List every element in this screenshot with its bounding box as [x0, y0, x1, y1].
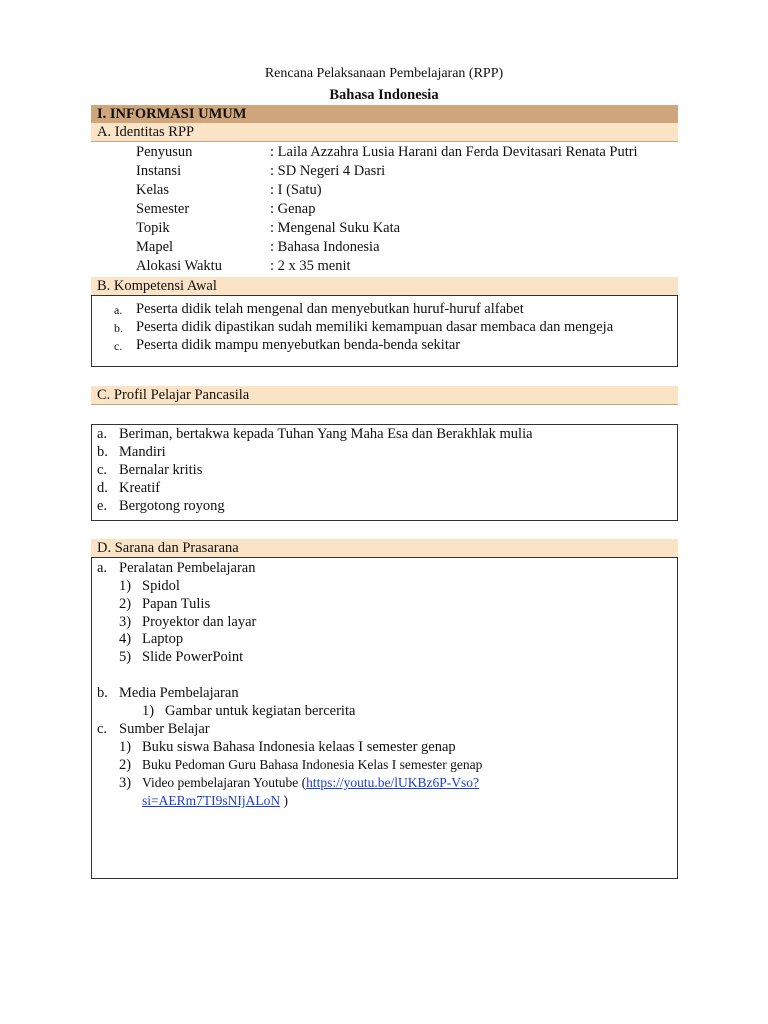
- list-item: Kreatif: [119, 480, 161, 496]
- list-marker: c.: [97, 721, 108, 737]
- list-marker: d.: [97, 480, 108, 496]
- identitas-value: : I (Satu): [270, 182, 322, 198]
- list-marker: b.: [97, 685, 108, 701]
- list-item: Proyektor dan layar: [142, 614, 257, 630]
- identitas-label: Topik: [136, 220, 170, 236]
- peralatan-title: Peralatan Pembelajaran: [119, 560, 256, 576]
- list-item: Gambar untuk kegiatan bercerita: [165, 703, 356, 719]
- youtube-link[interactable]: si=AERm7TI9sNIjALoN: [142, 793, 281, 808]
- section-informasi-umum-heading: I. INFORMASI UMUM: [91, 105, 678, 123]
- list-marker: 5): [119, 649, 132, 665]
- list-item: [142, 774, 479, 792]
- document-title: Rencana Pelaksanaan Pembelajaran (RPP): [264, 66, 504, 81]
- list-item: Beriman, bertakwa kepada Tuhan Yang Maha Esa dan Berakhlak mulia: [119, 426, 533, 442]
- list-marker: 3): [119, 614, 132, 630]
- list-marker: 2): [119, 596, 132, 612]
- list-marker: a.: [97, 426, 108, 442]
- list-marker: c.: [97, 462, 108, 478]
- list-marker: 1): [119, 578, 132, 594]
- list-item: Papan Tulis: [142, 596, 211, 612]
- identitas-value: : Laila Azzahra Lusia Harani dan Ferda Devitasari Renata Putri: [270, 144, 638, 160]
- identitas-value: : SD Negeri 4 Dasri: [270, 163, 386, 179]
- list-marker: b.: [97, 444, 108, 460]
- list-marker: 3): [119, 775, 132, 791]
- identitas-label: Kelas: [136, 182, 170, 198]
- identitas-value: : Bahasa Indonesia: [270, 239, 380, 255]
- list-item: Buku siswa Bahasa Indonesia kelaas I semester genap: [142, 739, 456, 755]
- list-marker: b.: [114, 321, 123, 335]
- identitas-label: Mapel: [136, 239, 174, 255]
- list-item: Bernalar kritis: [119, 462, 203, 478]
- identitas-value: : Genap: [270, 201, 316, 217]
- list-marker: 4): [119, 631, 132, 647]
- youtube-link[interactable]: https://youtu.be/lUKBz6P-Vso?: [306, 775, 480, 790]
- kompetensi-awal-heading: B. Kompetensi Awal: [91, 277, 678, 296]
- sumber-title: Sumber Belajar: [119, 721, 210, 737]
- identitas-value: : Mengenal Suku Kata: [270, 220, 401, 236]
- list-marker: 2): [119, 757, 132, 773]
- list-item: Buku Pedoman Guru Bahasa Indonesia Kelas I semester genap: [142, 757, 483, 772]
- list-marker: a.: [97, 560, 108, 576]
- list-marker: 1): [119, 739, 132, 755]
- list-item: Peserta didik mampu menyebutkan benda-benda sekitar: [136, 337, 461, 353]
- identitas-label: Penyusun: [136, 144, 193, 160]
- list-item: Spidol: [142, 578, 180, 594]
- document-subtitle: Bahasa Indonesia: [329, 87, 439, 103]
- identitas-value: : 2 x 35 menit: [270, 258, 351, 274]
- list-item: Peserta didik dipastikan sudah memiliki kemampuan dasar membaca dan mengeja: [136, 319, 614, 335]
- list-item-suffix: ): [280, 793, 288, 808]
- sarana-prasarana-heading: D. Sarana dan Prasarana: [91, 539, 678, 558]
- identitas-label: Alokasi Waktu: [136, 258, 222, 274]
- list-item-text: Video pembelajaran Youtube (: [142, 775, 307, 790]
- media-title: Media Pembelajaran: [119, 685, 239, 701]
- list-item: Slide PowerPoint: [142, 649, 244, 665]
- list-marker: 1): [142, 703, 155, 719]
- identitas-label: Semester: [136, 201, 190, 217]
- list-marker: a.: [114, 303, 123, 317]
- identitas-rpp-heading: A. Identitas RPP: [91, 123, 678, 142]
- list-marker: e.: [97, 498, 108, 514]
- profil-pelajar-heading: C. Profil Pelajar Pancasila: [91, 386, 678, 405]
- list-item: Mandiri: [119, 444, 166, 460]
- list-item: Laptop: [142, 631, 184, 647]
- identitas-label: Instansi: [136, 163, 182, 179]
- list-item: Bergotong royong: [119, 498, 225, 514]
- list-item: Peserta didik telah mengenal dan menyebutkan huruf-huruf alfabet: [136, 301, 524, 317]
- list-marker: c.: [114, 339, 123, 353]
- list-item-continuation: [142, 792, 288, 810]
